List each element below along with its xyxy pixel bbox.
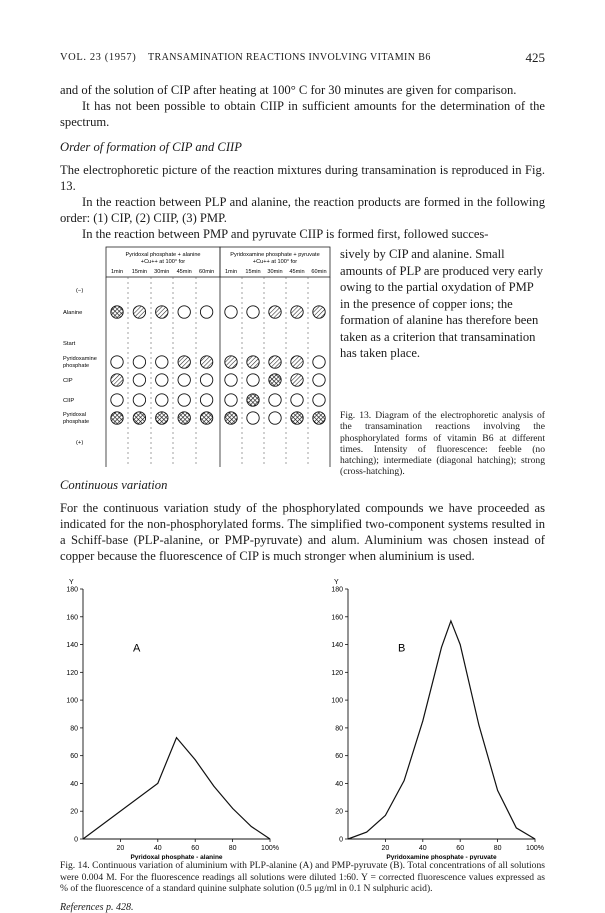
fig14-caption: Fig. 14. Continuous variation of aluminium with PLP-alanine (A) and PMP-pyruvate (B). Total concentrations of all solutions were 0.004 M. For the fluorescence readings all solutions were diluted 1:60. Y = corrected fluorescence values expressed as % of the fluorescence of a standard quinine sulphate solution (0.5 μg/ml in 0.1 N sulphuric acid).: [60, 860, 545, 894]
fig13-time-label: 60min: [311, 269, 327, 275]
paragraph-3: The electrophoretic picture of the reaction mixtures during transamination is reproduced in Fig. 13.: [60, 163, 545, 193]
data-point: [479, 725, 480, 726]
series-line: [83, 738, 270, 839]
panel-label: B: [398, 642, 406, 655]
fig13-spot: [178, 356, 190, 368]
fig13-time-label: 1min: [224, 269, 238, 275]
data-point: [176, 737, 177, 738]
y-tick-label: 60: [335, 753, 343, 761]
section-heading-order: Order of formation of CIP and CIIP: [60, 140, 242, 154]
fig13-row-label: CIP: [63, 378, 73, 384]
y-tick-label: 40: [335, 780, 343, 788]
fig13-spot: [225, 306, 237, 318]
y-axis-label: Y: [69, 579, 74, 586]
fig13-row-label: (−): [76, 288, 84, 294]
y-tick-label: 120: [66, 669, 78, 677]
fig13-spot: [178, 394, 190, 406]
data-point: [157, 783, 158, 784]
fig13-spot: [133, 356, 145, 368]
data-point: [195, 759, 196, 760]
data-point: [214, 786, 215, 787]
paragraph-6: For the continuous variation study of the phosphorylated compounds we have proceeded as indicated for the non-phosphorylated forms. The simplified two-component systems resulted in a Schiff-base (PLP-alanine, or PMP-pyruvate) and alum. Aluminium was chosen instead of copper because the fluorescence of CIP is much stronger when aluminium is used.: [60, 501, 545, 563]
x-tick-label: 20: [116, 845, 125, 852]
volume-label: VOL. 23 (1957): [60, 52, 137, 63]
data-point: [270, 839, 271, 840]
data-point: [497, 790, 498, 791]
y-tick-label: 160: [331, 614, 343, 622]
y-tick-label: 20: [335, 808, 343, 816]
fig13-row-label: phosphate: [63, 419, 90, 425]
y-tick-label: 160: [66, 614, 78, 622]
paragraph-1: and of the solution of CIP after heating at 100° C for 30 minutes are given for comparison.: [60, 83, 517, 97]
x-tick-label: 60: [191, 845, 200, 852]
y-tick-label: 120: [331, 669, 343, 677]
fig13-spot: [156, 412, 168, 424]
data-point: [450, 621, 451, 622]
fig13-spot: [156, 374, 168, 386]
fig13-spot: [291, 394, 303, 406]
running-header: [60, 50, 545, 66]
data-point: [366, 832, 367, 833]
fig13-spot: [200, 374, 212, 386]
fig13-spot: [313, 394, 325, 406]
x-tick-label: 20: [381, 845, 390, 852]
fig13-spot: [225, 374, 237, 386]
fig13-time-label: 30min: [154, 269, 170, 275]
fig13-spot: [313, 356, 325, 368]
fig13-spot: [291, 356, 303, 368]
y-tick-label: 100: [66, 697, 78, 705]
y-axis-label: Y: [334, 579, 339, 586]
data-point: [404, 780, 405, 781]
fig13-spot: [313, 374, 325, 386]
fig13-spot: [200, 356, 212, 368]
y-tick-label: 100: [331, 697, 343, 705]
y-tick-label: 80: [335, 725, 343, 733]
data-point: [348, 839, 349, 840]
fig13-spot: [269, 374, 281, 386]
fig13-spot: [247, 356, 259, 368]
fig13-row-label: CIIP: [63, 398, 75, 404]
paragraph-4: In the reaction between PLP and alanine, the reaction products are formed in the following order: (1) CIP, (2) CIIP, (3) PMP.: [60, 195, 545, 225]
series-line: [348, 621, 535, 839]
fig13-time-label: 30min: [267, 269, 283, 275]
fig13-row-label: (+): [76, 440, 84, 446]
fig13-time-label: 45min: [176, 269, 192, 275]
fig13-spot: [133, 306, 145, 318]
x-tick-label: 100%: [526, 845, 544, 852]
fig13-row-label: Alanine: [63, 310, 83, 316]
fig13-spot: [111, 374, 123, 386]
data-point: [232, 808, 233, 809]
x-tick-label: 80: [228, 845, 237, 852]
y-tick-label: 180: [331, 586, 343, 594]
x-tick-label: 40: [418, 845, 427, 852]
fig13-spot: [225, 412, 237, 424]
data-point: [251, 826, 252, 827]
data-point: [535, 839, 536, 840]
data-point: [441, 647, 442, 648]
paragraph-2: It has not been possible to obtain CIIP in sufficient amounts for the determination of the spectrum.: [60, 99, 545, 129]
fig13-spot: [313, 306, 325, 318]
fig14-chart-b: [320, 575, 550, 860]
data-point: [516, 827, 517, 828]
fig13-electrophoresis-diagram: [62, 245, 334, 485]
fig13-time-label: 45min: [289, 269, 305, 275]
y-tick-label: 20: [70, 808, 78, 816]
section-heading-continuous-variation: Continuous variation: [60, 478, 168, 492]
fig13-spot: [200, 394, 212, 406]
x-tick-label: 40: [153, 845, 162, 852]
fig13-spot: [111, 306, 123, 318]
fig13-spot: [200, 412, 212, 424]
fig13-time-label: 15min: [245, 269, 261, 275]
x-tick-label: 60: [456, 845, 465, 852]
fig13-spot: [200, 306, 212, 318]
fig13-spot: [247, 306, 259, 318]
panel-label: A: [133, 642, 141, 655]
y-tick-label: 80: [70, 725, 78, 733]
data-point: [460, 644, 461, 645]
fig13-spot: [247, 374, 259, 386]
fig13-spot: [291, 374, 303, 386]
group2-header-line1: Pyridoxamine phosphate + pyruvate: [230, 252, 320, 258]
group1-header-line2: +Cu++ at 100° for: [140, 259, 186, 265]
fig13-row-label: Start: [63, 341, 76, 347]
fig13-spot: [225, 356, 237, 368]
fig13-spot: [269, 356, 281, 368]
fig13-spot: [178, 306, 190, 318]
fig13-spot: [156, 394, 168, 406]
group2-header-line2: +Cu++ at 100° for: [252, 259, 298, 265]
data-point: [422, 721, 423, 722]
y-tick-label: 140: [66, 642, 78, 650]
fig13-spot: [111, 394, 123, 406]
x-tick-label: 100%: [261, 845, 279, 852]
page-number: 425: [525, 50, 545, 65]
fig13-caption: Fig. 13. Diagram of the electrophoretic analysis of the transamination reactions involving the phosphorylated forms of vitamin B6 at different times. Intensity of fluorescence: feeble (no hatching); intermediate (diagonal hatching); strong (cross-hatching).: [340, 410, 545, 478]
paragraph-5-continued: sively by CIP and alanine. Small amounts of PLP are produced very early owing to the partial oxydation of PMP in the presence of copper ions; the formation of alanine has therefore been taken as a criterion that transamination has taken place.: [340, 247, 544, 360]
fig13-spot: [178, 412, 190, 424]
fig13-time-label: 60min: [198, 269, 215, 275]
fig13-spot: [291, 412, 303, 424]
fig13-spot: [133, 394, 145, 406]
fig13-time-label: 15min: [131, 269, 148, 275]
fig13-row-label: Pyridoxamine: [63, 356, 97, 362]
fig13-spot: [291, 306, 303, 318]
fig13-spot: [269, 306, 281, 318]
fig13-spot: [269, 412, 281, 424]
data-point: [385, 815, 386, 816]
fig13-spot: [133, 412, 145, 424]
fig13-spot: [156, 306, 168, 318]
fig13-spot: [225, 394, 237, 406]
fig13-spot: [178, 374, 190, 386]
paragraph-5: In the reaction between PMP and pyruvate CIIP is formed first, followed succes-: [82, 227, 489, 241]
references-note: References p. 428.: [60, 902, 134, 913]
y-tick-label: 180: [66, 586, 78, 594]
fig13-spot: [111, 412, 123, 424]
y-tick-label: 0: [339, 836, 343, 844]
fig13-spot: [111, 356, 123, 368]
fig13-row-label: Pyridoxal: [63, 412, 87, 418]
fig13-spot: [133, 374, 145, 386]
running-title: TRANSAMINATION REACTIONS INVOLVING VITAMIN B6: [148, 52, 431, 63]
fig13-spot: [247, 394, 259, 406]
fig14-chart-a: [55, 575, 285, 860]
y-tick-label: 40: [70, 780, 78, 788]
y-tick-label: 0: [74, 836, 78, 844]
fig13-time-label: 1min: [110, 269, 124, 275]
x-axis-label: Pyridoxamine phosphate - pyruvate: [386, 854, 497, 860]
fig13-spot: [269, 394, 281, 406]
x-tick-label: 80: [493, 845, 502, 852]
fig13-spot: [313, 412, 325, 424]
y-tick-label: 140: [331, 642, 343, 650]
y-tick-label: 60: [70, 753, 78, 761]
fig13-spot: [156, 356, 168, 368]
fig13-row-label: phosphate: [63, 363, 90, 369]
group1-header-line1: Pyridoxal phosphate + alanine: [125, 252, 201, 258]
data-point: [83, 839, 84, 840]
x-axis-label: Pyridoxal phosphate - alanine: [130, 854, 223, 860]
fig13-spot: [247, 412, 259, 424]
